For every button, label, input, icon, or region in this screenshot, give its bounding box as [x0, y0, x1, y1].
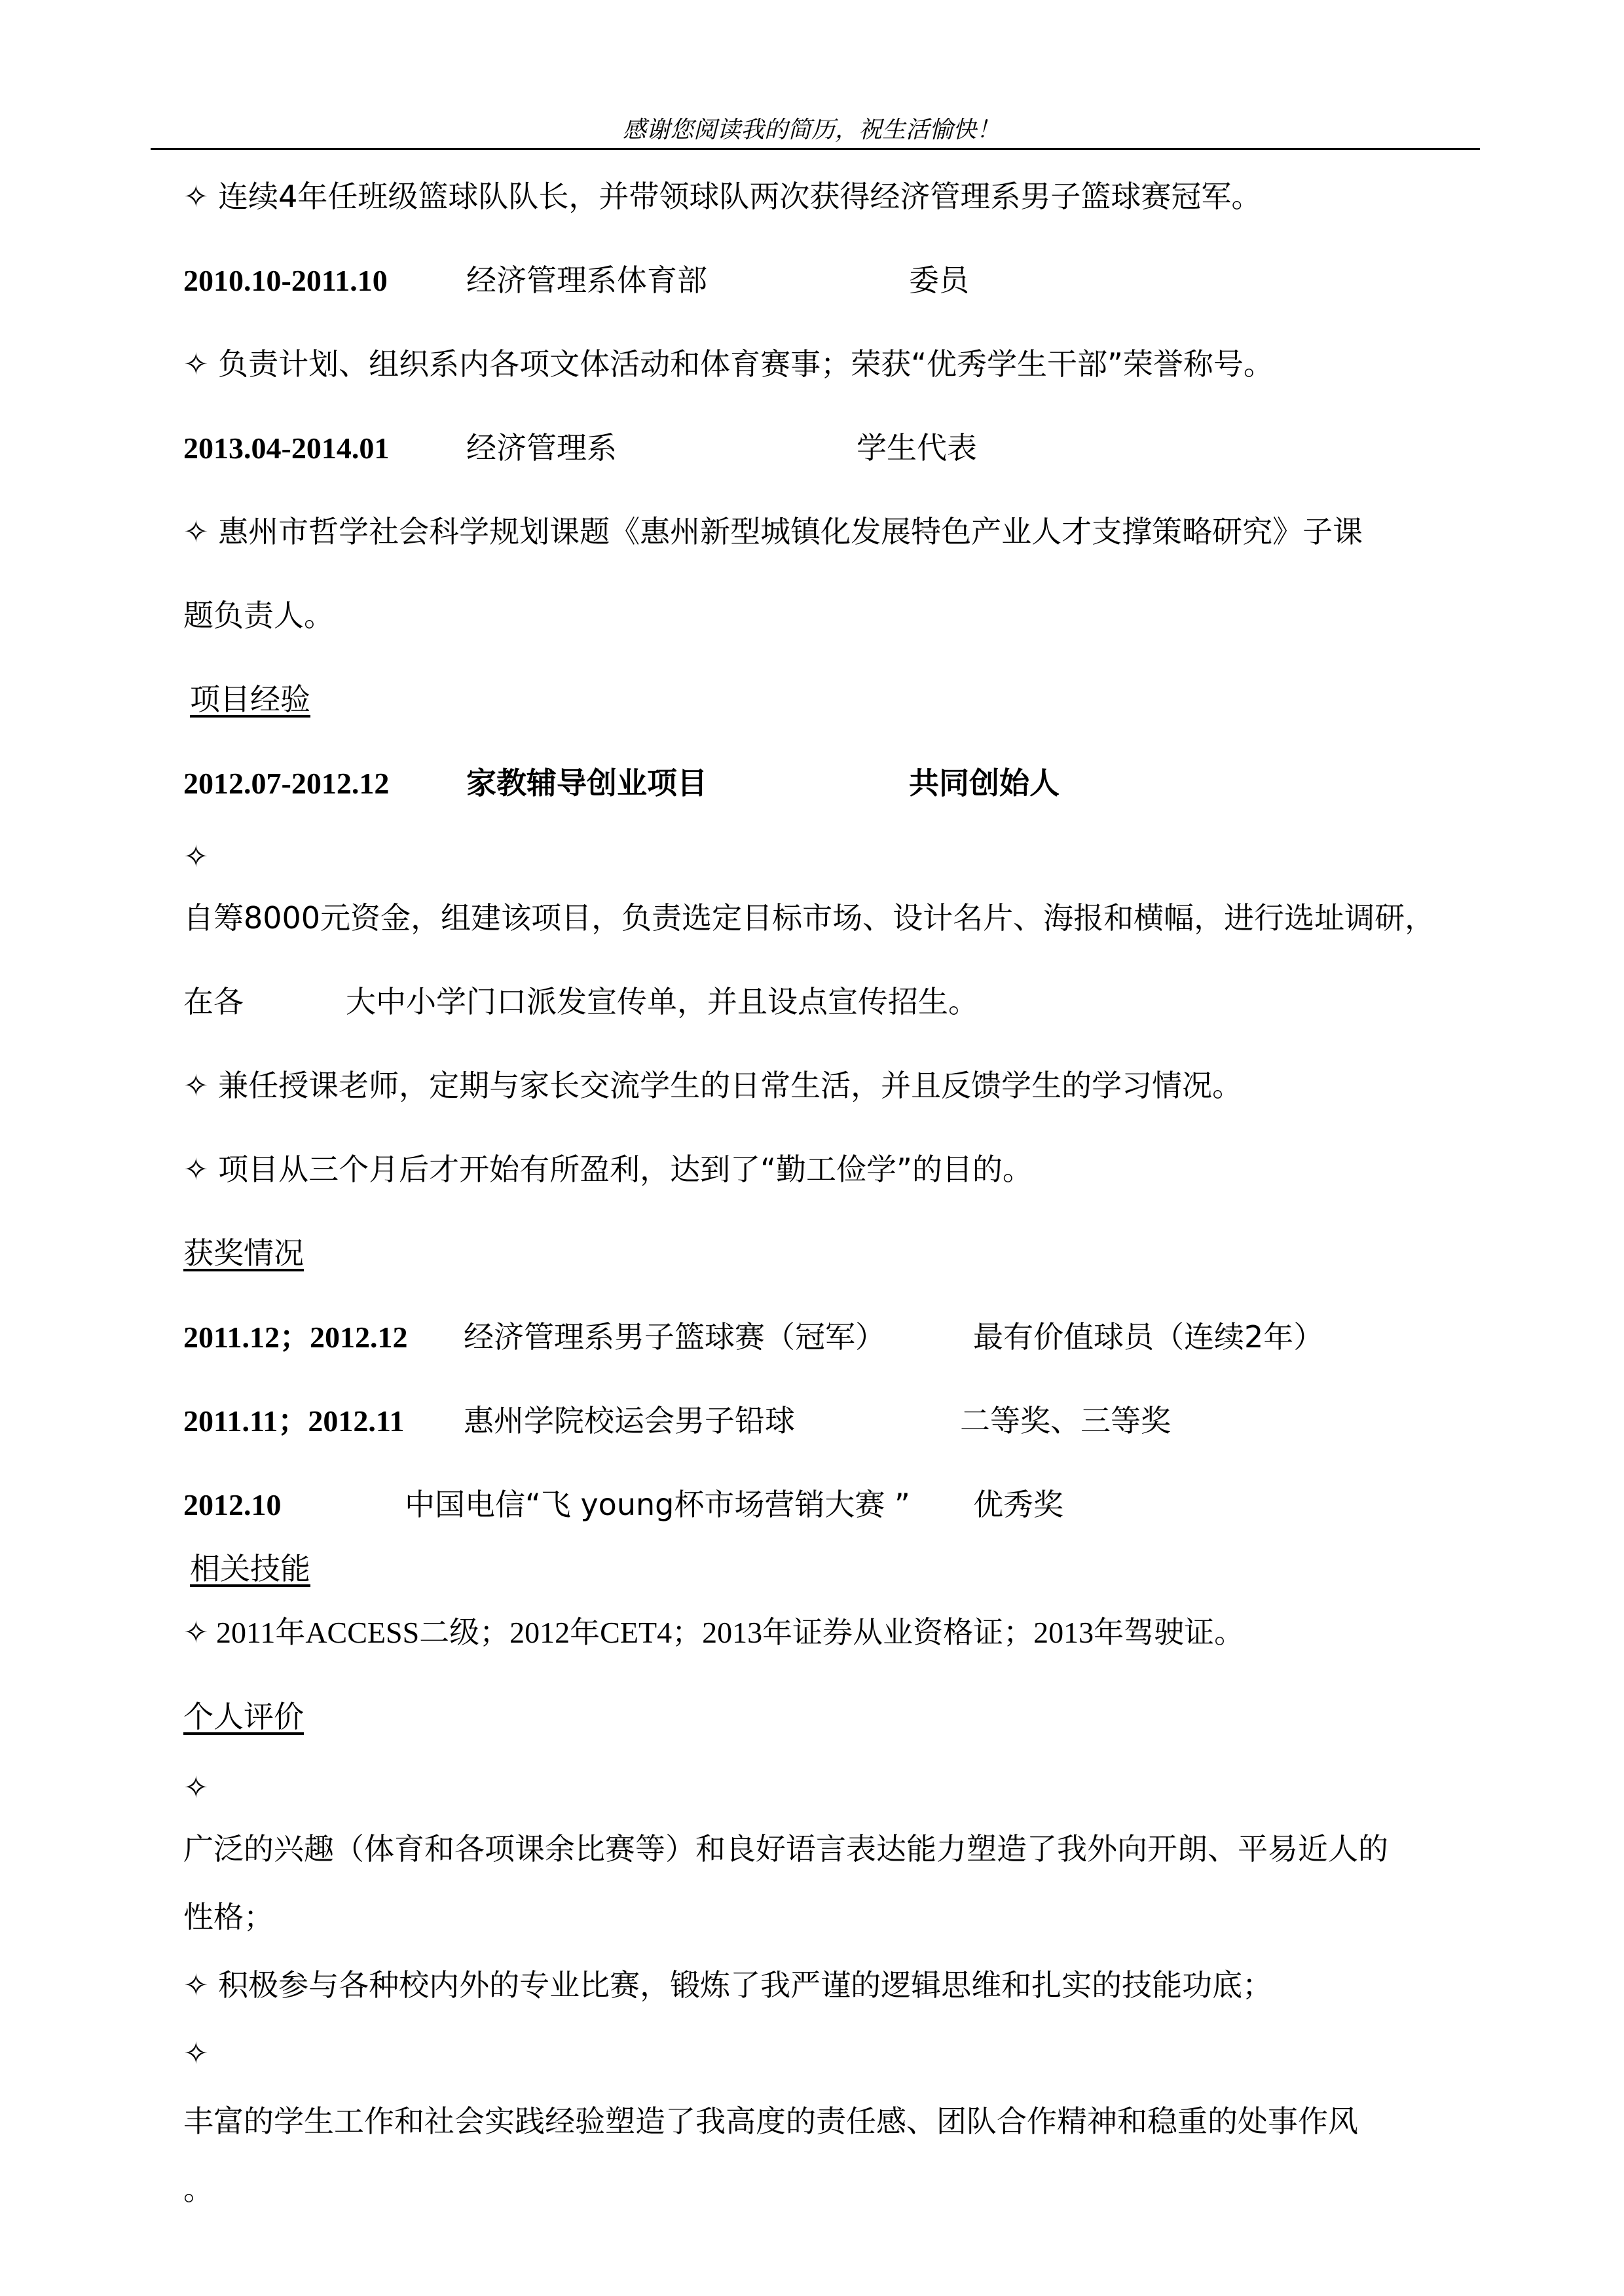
evaluation-1-cont: 性格；: [183, 1899, 274, 1935]
award-row: [183, 1485, 1063, 1525]
bullet-marker: ✧: [183, 2035, 209, 2071]
bullet-teaching: ✧ 兼任授课老师，定期与家长交流学生的日常生活，并且反馈学生的学习情况。: [183, 1068, 1243, 1103]
entry-org: 经济管理系: [466, 430, 617, 465]
section-heading-skills: 相关技能: [190, 1551, 310, 1586]
entry-org: 家教辅导创业项目: [466, 765, 707, 801]
award-result: 优秀奖: [973, 1487, 1063, 1522]
section-heading-awards: 获奖情况: [183, 1235, 304, 1271]
entry-role: 学生代表: [857, 430, 977, 465]
entry-date: 2013.04-2014.01: [183, 431, 390, 465]
header-divider: [151, 148, 1480, 150]
entry-date: 2010.10-2011.10: [183, 264, 388, 297]
project-description-1: 自筹8000元资金，组建该项目，负责选定目标市场、设计名片、海报和横幅，进行选址调研，: [183, 900, 1435, 936]
bullet-activities: ✧ 负责计划、组织系内各项文体活动和体育赛事；荣获“优秀学生干部”荣誉称号。: [183, 346, 1274, 382]
award-row: [183, 1317, 1324, 1357]
evaluation-1: 广泛的兴趣（体育和各项课余比赛等）和良好语言表达能力塑造了我外向开朗、平易近人的: [183, 1831, 1388, 1867]
page-header: 感谢您阅读我的简历，祝生活愉快！: [622, 117, 1000, 143]
skills-list: ✧ 2011年ACCESS二级；2012年CET4；2013年证券从业资格证；2013年驾驶证。: [183, 1616, 1245, 1649]
entry-student-rep: [183, 428, 977, 468]
text-segment: 大中小学门口派发宣传单，并且设点宣传招生。: [346, 984, 978, 1019]
evaluation-2: ✧ 积极参与各种校内外的专业比赛，锻炼了我严谨的逻辑思维和扎实的技能功底；: [183, 1967, 1273, 2003]
entry-date: 2012.07-2012.12: [183, 767, 390, 800]
entry-org: 经济管理系体育部: [466, 263, 707, 298]
section-heading-project: 项目经验: [190, 682, 310, 717]
entry-role: 委员: [909, 263, 969, 298]
entry-tutoring-project: [183, 763, 1060, 803]
award-date: 2012.10: [183, 1488, 282, 1522]
project-description-2: [183, 982, 978, 1021]
bullet-research-project: ✧ 惠州市哲学社会科学规划课题《惠州新型城镇化发展特色产业人才支撑策略研究》子课: [183, 514, 1363, 549]
section-heading-evaluation: 个人评价: [183, 1699, 304, 1734]
award-result: 最有价值球员（连续2年）: [973, 1319, 1324, 1355]
bullet-marker: ✧: [183, 1770, 209, 1805]
award-date: 2011.12；2012.12: [183, 1321, 408, 1354]
award-result: 二等奖、三等奖: [960, 1403, 1171, 1438]
award-row: [183, 1401, 1171, 1441]
award-date: 2011.11；2012.11: [183, 1404, 405, 1438]
bullet-basketball-captain: ✧ 连续4年任班级篮球队队长，并带领球队两次获得经济管理系男子篮球赛冠军。: [183, 179, 1262, 214]
entry-sports-dept: [183, 261, 969, 301]
award-event: 惠州学院校运会男子铅球: [464, 1403, 795, 1438]
evaluation-3-cont: 。: [183, 2172, 213, 2207]
text-segment: 在各: [183, 984, 244, 1019]
bullet-research-project-cont: 题负责人。: [183, 598, 334, 633]
bullet-profit: ✧ 项目从三个月后才开始有所盈利，达到了“勤工俭学”的目的。: [183, 1152, 1033, 1187]
bullet-marker: ✧: [183, 839, 209, 874]
award-event: 中国电信“飞 young杯市场营销大赛 ”: [405, 1487, 910, 1522]
award-event: 经济管理系男子篮球赛（冠军）: [464, 1319, 885, 1355]
entry-role: 共同创始人: [909, 765, 1060, 801]
evaluation-3: 丰富的学生工作和社会实践经验塑造了我高度的责任感、团队合作精神和稳重的处事作风: [183, 2104, 1358, 2139]
